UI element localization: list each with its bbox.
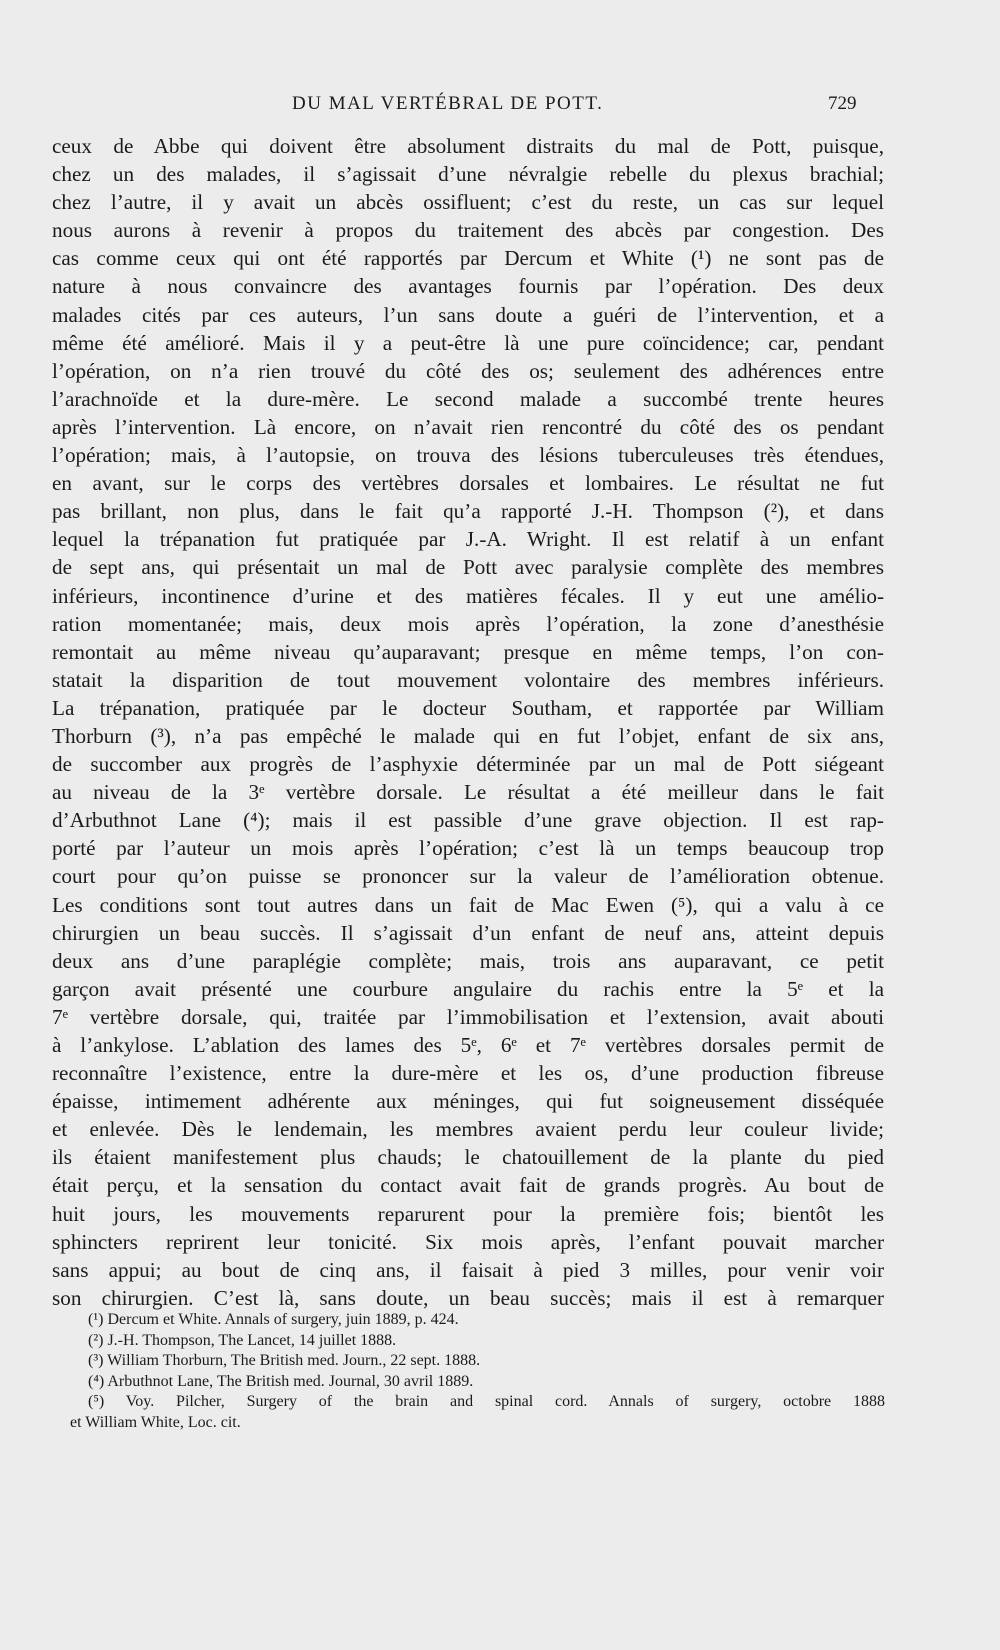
text-line: d’Arbuthnot Lane (⁴); mais il est passible d’une grave objection. Il est rap- [52,808,884,833]
text-line: de sept ans, qui présentait un mal de Pott avec paralysie complète des membres [52,555,884,580]
text-line: Les conditions sont tout autres dans un fait de Mac Ewen (⁵), qui a valu à ce [52,892,884,917]
footnote: (¹) Dercum et White. Annals of surgery, juin 1889, p. 424. [88,1311,459,1328]
footnote: (²) J.-H. Thompson, The Lancet, 14 juillet 1888. [88,1331,397,1349]
text-line: était perçu, et la sensation du contact avait fait de grands progrès. Au bout de [52,1173,884,1198]
footnote: (⁵) Voy. Pilcher, Surgery of the brain and spinal cord. Annals of surgery, octobre 1888 [88,1393,885,1410]
text-line: l’arachnoïde et la dure-mère. Le second malade a succombé trente heures [52,386,884,411]
text-line: 7ᵉ vertèbre dorsale, qui, traitée par l’immobilisation et l’extension, avait abouti [52,1004,884,1029]
text-line: court pour qu’on puisse se prononcer sur la valeur de l’amélioration obtenue. [52,864,884,889]
text-line: au niveau de la 3ᵉ vertèbre dorsale. Le résultat a été meilleur dans le fait [52,780,884,805]
text-line: épaisse, intimement adhérente aux méninges, qui fut soigneusement disséquée [52,1089,884,1114]
text-line: ration momentanée; mais, deux mois après l’opération, la zone d’anesthésie [52,611,884,636]
text-line: garçon avait présenté une courbure angulaire du rachis entre la 5ᵉ et la [52,976,884,1001]
text-line: nature à nous convaincre des avantages fournis par l’opération. Des deux [52,274,884,299]
text-line: pas brillant, non plus, dans le fait qu’a rapporté J.-H. Thompson (²), et dans [52,499,884,524]
body-text [52,132,884,1312]
footnote: (³) William Thorburn, The British med. Journ., 22 sept. 1888. [88,1352,481,1369]
footnote-continuation: et William White, Loc. cit. [70,1413,241,1431]
text-line: l’opération; mais, à l’autopsie, on trouva des lésions tuberculeuses très étendues, [52,443,884,468]
text-line: chez l’autre, il y avait un abcès ossifluent; c’est du reste, un cas sur lequel [52,190,884,215]
running-head [0,93,1000,119]
text-line: ils étaient manifestement plus chauds; le chatouillement de la plante du pied [52,1145,884,1170]
text-line: cas comme ceux qui ont été rapportés par Dercum et White (¹) ne sont pas de [52,246,884,271]
text-line: chez un des malades, il s’agissait d’une névralgie rebelle du plexus brachial; [52,162,884,187]
footnote: (⁴) Arbuthnot Lane, The British med. Journal, 30 avril 1889. [88,1372,474,1390]
text-line: nous aurons à revenir à propos du traitement des abcès par congestion. Des [52,218,884,243]
text-line: après l’intervention. Là encore, on n’avait rien rencontré du côté des os pendant [52,414,884,439]
text-line: en avant, sur le corps des vertèbres dorsales et lombaires. Le résultat ne fut [52,471,884,496]
text-line: ceux de Abbe qui doivent être absolument distraits du mal de Pott, puisque, [52,134,884,158]
text-line: Thorburn (³), n’a pas empêché le malade qui en fut l’objet, enfant de six ans, [52,723,884,748]
text-line: deux ans d’une paraplégie complète; mais, trois ans auparavant, ce petit [52,948,884,973]
text-line: reconnaître l’existence, entre la dure-mère et les os, d’une production fibreuse [52,1061,884,1086]
text-line: son chirurgien. C’est là, sans doute, un beau succès; mais il est à remarquer [52,1285,884,1310]
text-line: remontait au même niveau qu’auparavant; presque en même temps, l’on con- [52,639,884,664]
running-title: DU MAL VERTÉBRAL DE POTT. [292,93,604,114]
text-line: et enlevée. Dès le lendemain, les membres avaient perdu leur couleur livide; [52,1117,884,1142]
text-line: sans appui; au bout de cinq ans, il faisait à pied 3 milles, pour venir voir [52,1257,884,1282]
text-line: huit jours, les mouvements reparurent pour la première fois; bientôt les [52,1201,884,1226]
text-line: inférieurs, incontinence d’urine et des matières fécales. Il y eut une amélio- [52,583,884,608]
text-line: malades cités par ces auteurs, l’un sans doute a guéri de l’intervention, et a [52,302,884,327]
text-line: chirurgien un beau succès. Il s’agissait d’un enfant de neuf ans, atteint depuis [52,920,884,945]
text-line: de succomber aux progrès de l’asphyxie déterminée par un mal de Pott siégeant [52,752,884,777]
text-line: statait la disparition de tout mouvement volontaire des membres inférieurs. [52,667,884,692]
page-number: 729 [828,93,857,114]
text-line: La trépanation, pratiquée par le docteur Southam, et rapportée par William [52,695,884,720]
text-line: porté par l’auteur un mois après l’opération; c’est là un temps beaucoup trop [52,836,884,861]
text-line: sphincters reprirent leur tonicité. Six mois après, l’enfant pouvait marcher [52,1229,884,1254]
text-line: à l’ankylose. L’ablation des lames des 5ᵉ, 6ᵉ et 7ᵉ vertèbres dorsales permit de [52,1033,884,1057]
text-line: lequel la trépanation fut pratiquée par J.-A. Wright. Il est relatif à un enfant [52,527,884,552]
text-line: même été amélioré. Mais il y a peut-être là une pure coïncidence; car, pendant [52,330,884,355]
footnotes [70,1310,885,1433]
text-line: l’opération, on n’a rien trouvé du côté des os; seulement des adhérences entre [52,358,884,383]
